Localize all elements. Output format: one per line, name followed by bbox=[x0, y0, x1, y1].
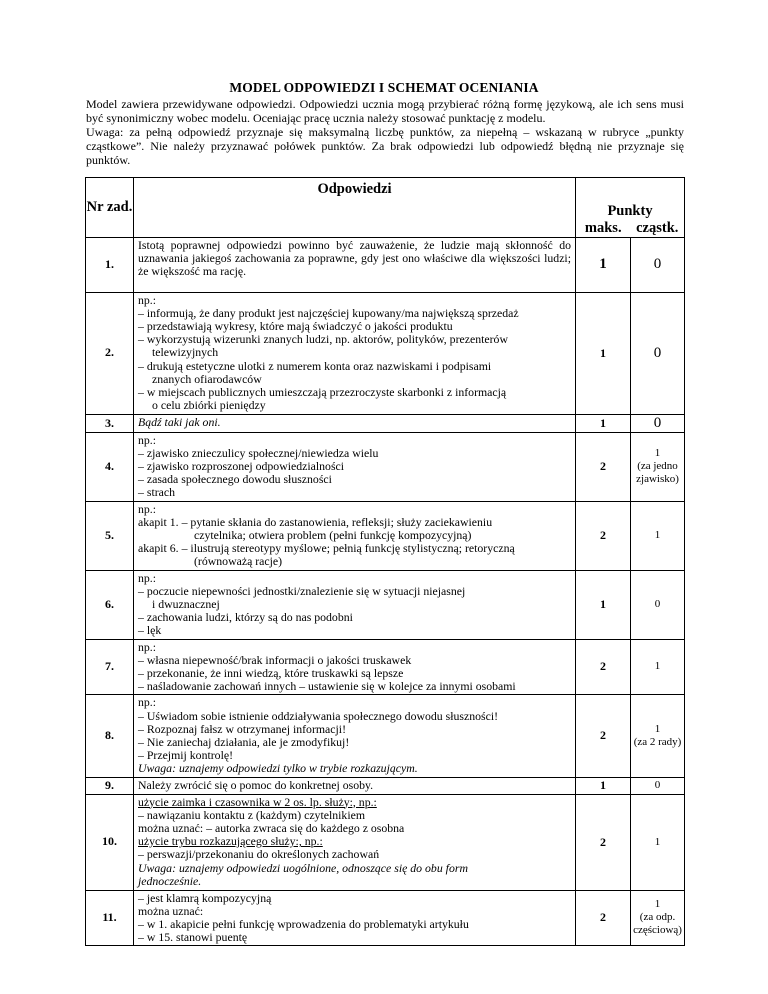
intro-text bbox=[86, 98, 684, 168]
answer-line: – informują, że dany produkt jest najczęściej kupowany/ma największą sprzedaż bbox=[138, 305, 519, 320]
answer-line: – jest klamrą kompozycyjną bbox=[138, 890, 272, 905]
partial-points: 1 bbox=[631, 639, 685, 695]
task-number: 11. bbox=[86, 890, 134, 946]
answer-line: – Przejmij kontrolę! bbox=[138, 748, 234, 763]
answer-cell bbox=[134, 639, 576, 695]
table-row bbox=[86, 890, 685, 946]
answer-line: – lęk bbox=[138, 623, 162, 638]
partial-points: 1 bbox=[631, 501, 685, 570]
answer-line: – zjawisko rozproszonej odpowiedzialności bbox=[138, 458, 345, 473]
table-header-row bbox=[86, 178, 685, 220]
partial-points-cell bbox=[631, 890, 685, 946]
task-number: 3. bbox=[86, 414, 134, 432]
header-points: Punkty bbox=[576, 178, 685, 220]
partial-points-cell bbox=[631, 695, 685, 777]
partial-note: (za jedno bbox=[637, 460, 678, 472]
partial-points: 1 bbox=[654, 447, 661, 459]
answer-line: telewizyjnych bbox=[152, 345, 219, 360]
partial-points: 0 bbox=[631, 292, 685, 414]
max-points: 2 bbox=[576, 794, 631, 890]
answer-line: – przedstawiają wykresy, które mają świadczyć o jakości produktu bbox=[138, 318, 453, 333]
answer-cell bbox=[134, 777, 576, 794]
partial-note: (za 2 rady) bbox=[633, 735, 682, 748]
answer-line: – w miejscach publicznych umieszczają przezroczyste skarbonki z informacją bbox=[138, 384, 507, 399]
table-row bbox=[86, 237, 685, 292]
task-number: 9. bbox=[86, 777, 134, 794]
task-number: 10. bbox=[86, 794, 134, 890]
answer-line: (równoważą racje) bbox=[194, 554, 283, 569]
answer-line: – strach bbox=[138, 485, 176, 500]
table-row bbox=[86, 292, 685, 414]
answer-line: – Nie zaniechaj działania, ale je zmodyfikuj! bbox=[138, 734, 350, 749]
answer-line: Bądź taki jak oni. bbox=[138, 414, 221, 429]
task-number: 1. bbox=[86, 237, 134, 292]
answer-note: Uwaga: uznajemy odpowiedzi tylko w trybie rozkazującym. bbox=[138, 761, 418, 776]
answer-line: – zachowania ludzi, którzy są do nas podobni bbox=[138, 610, 353, 625]
max-points: 1 bbox=[576, 292, 631, 414]
answer-line: – drukują estetyczne ulotki z numerem konta oraz nazwiskami i podpisami bbox=[138, 358, 492, 373]
intro-paragraph-2: Uwaga: za pełną odpowiedź przyznaje się maksymalną liczbę punktów, za niepełną – wskazaną w rubryce „punkty cząstkowe”. Nie należy przyznawać połówek punktów. Za brak odpowiedzi lub odpowiedź błędną nie przyznaje się punktów. bbox=[86, 124, 684, 167]
answer-line: – perswazji/przekonaniu do określonych zachowań bbox=[138, 847, 380, 862]
max-points: 2 bbox=[576, 890, 631, 946]
answer-cell bbox=[134, 237, 576, 292]
page-title: MODEL ODPOWIEDZI I SCHEMAT OCENIANIA bbox=[229, 80, 539, 95]
answer-cell bbox=[134, 570, 576, 639]
answer-line: – nawiązaniu kontaktu z (każdym) czytelnikiem bbox=[138, 807, 366, 822]
max-points: 2 bbox=[576, 695, 631, 777]
answer-line: o celu zbiórki pieniędzy bbox=[152, 398, 266, 413]
answer-line: – w 15. stanowi puentę bbox=[138, 930, 248, 945]
answer-line: np.: bbox=[138, 639, 157, 654]
answer-line: – w 1. akapicie pełni funkcję wprowadzenia do problematyki artykułu bbox=[138, 916, 469, 931]
answer-line: np.: bbox=[138, 695, 157, 710]
answer-cell bbox=[134, 501, 576, 570]
max-points: 2 bbox=[576, 501, 631, 570]
answer-line: np.: bbox=[138, 570, 157, 585]
task-number: 8. bbox=[86, 695, 134, 777]
answer-line: znanych ofiarodawców bbox=[152, 371, 262, 386]
table-row bbox=[86, 777, 685, 794]
answer-cell bbox=[134, 695, 576, 777]
answer-line: czytelnika; otwiera problem (pełni funkcję kompozycyjną) bbox=[194, 527, 472, 542]
answer-line: – zasada społecznego dowodu słuszności bbox=[138, 472, 332, 487]
table-row bbox=[86, 414, 685, 432]
max-points: 1 bbox=[576, 414, 631, 432]
header-partial: cząstk. bbox=[631, 220, 685, 238]
answer-line: – zjawisko znieczulicy społecznej/niewiedza wielu bbox=[138, 445, 379, 460]
partial-note: zjawisko) bbox=[636, 473, 679, 485]
answer-line: np.: bbox=[138, 501, 157, 516]
max-points: 1 bbox=[576, 570, 631, 639]
answer-line: np.: bbox=[138, 432, 157, 447]
answer-line: – Uświadom sobie istnienie oddziaływania społecznego dowodu słuszności! bbox=[138, 708, 499, 723]
answer-line: można uznać: – autorka zwraca się do każdego z osobna bbox=[138, 820, 405, 835]
partial-points: 1 bbox=[654, 898, 661, 911]
answer-line: akapit 6. – ilustrują stereotypy myślowe; pełnią funkcję stylistyczną; retoryczną bbox=[138, 541, 515, 556]
task-number: 5. bbox=[86, 501, 134, 570]
partial-points: 1 bbox=[631, 794, 685, 890]
answer-line: i dwuznacznej bbox=[152, 596, 220, 611]
answer-cell bbox=[134, 432, 576, 501]
partial-points-cell bbox=[631, 432, 685, 501]
answer-line: można uznać: bbox=[138, 903, 204, 918]
answer-line: – przekonanie, że inni wiedzą, które truskawki są lepsze bbox=[138, 665, 404, 680]
answer-cell bbox=[134, 890, 576, 946]
partial-points: 1 bbox=[654, 722, 661, 735]
header-answers: Odpowiedzi bbox=[134, 178, 576, 238]
partial-points: 0 bbox=[631, 570, 685, 639]
answer-line: – naśladowanie zachowań innych – ustawienie się w kolejce za innymi osobami bbox=[138, 679, 516, 694]
answer-line: – poczucie niepewności jednostki/znalezienie się w sytuacji niejasnej bbox=[138, 583, 466, 598]
table-row bbox=[86, 695, 685, 777]
table-row bbox=[86, 501, 685, 570]
table-row bbox=[86, 639, 685, 695]
answer-line: – własna niepewność/brak informacji o jakości truskawek bbox=[138, 652, 412, 667]
scoring-table bbox=[85, 177, 685, 946]
table-row bbox=[86, 432, 685, 501]
partial-note: częściową) bbox=[633, 924, 682, 937]
partial-note: (za odp. bbox=[639, 911, 676, 924]
max-points: 1 bbox=[576, 777, 631, 794]
answer-note: Uwaga: uznajemy odpowiedzi uogólnione, odnoszące się do obu form bbox=[138, 860, 468, 875]
task-number: 7. bbox=[86, 639, 134, 695]
answer-line: – Rozpoznaj fałsz w otrzymanej informacji! bbox=[138, 721, 347, 736]
answer-line: – wykorzystują wizerunki znanych ludzi, np. aktorów, polityków, prezenterów bbox=[138, 332, 508, 347]
answer-note: jednocześnie. bbox=[138, 873, 202, 888]
answer-line: akapit 1. – pytanie skłania do zastanowienia, refleksji; służy zaciekawieniu bbox=[138, 514, 493, 529]
answer-line: np.: bbox=[138, 292, 157, 307]
table-row bbox=[86, 570, 685, 639]
max-points: 1 bbox=[576, 237, 631, 292]
partial-points: 0 bbox=[631, 777, 685, 794]
task-number: 6. bbox=[86, 570, 134, 639]
answer-line: Istotą poprawnej odpowiedzi powinno być zauważenie, że ludzie mają skłonność do uznawania jakiegoś zachowania za poprawne, gdy jest ono właściwe dla większości ludzi; że większość ma rację. bbox=[138, 237, 571, 278]
answer-cell bbox=[134, 414, 576, 432]
answer-line: Należy zwrócić się o pomoc do konkretnej osoby. bbox=[138, 777, 374, 792]
max-points: 2 bbox=[576, 432, 631, 501]
header-nr: Nr zad. bbox=[86, 178, 134, 238]
max-points: 2 bbox=[576, 639, 631, 695]
answer-line: użycie zaimka i czasownika w 2 os. lp. służy:, np.: bbox=[138, 794, 377, 809]
answer-line: użycie trybu rozkazującego służy:, np.: bbox=[138, 834, 323, 849]
answer-cell bbox=[134, 794, 576, 890]
header-max: maks. bbox=[576, 220, 631, 238]
task-number: 4. bbox=[86, 432, 134, 501]
partial-points: 0 bbox=[631, 237, 685, 292]
partial-points: 0 bbox=[631, 414, 685, 432]
table-row bbox=[86, 794, 685, 890]
answer-cell bbox=[134, 292, 576, 414]
task-number: 2. bbox=[86, 292, 134, 414]
intro-paragraph-1: Model zawiera przewidywane odpowiedzi. Odpowiedzi ucznia mogą przybierać różną formę językową, ale ich sens musi być synonimiczny wobec modelu. Oceniając pracę ucznia należy stosować punktację z modelu. bbox=[86, 97, 684, 125]
